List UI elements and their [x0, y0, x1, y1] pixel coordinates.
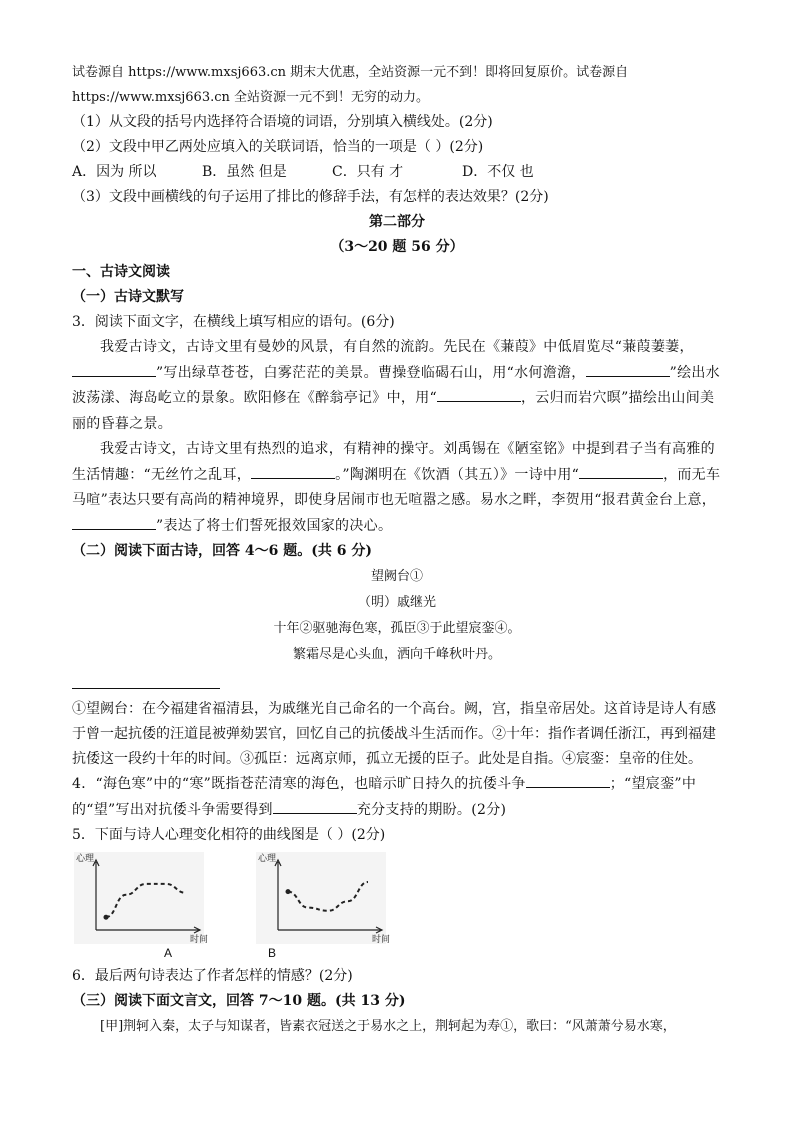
exam-page — [72, 60, 722, 1039]
chart-a-caption: A — [163, 946, 172, 960]
passage-1-text-a: 我爱古诗文，古诗文里有曼妙的风景，有自然的流韵。先民在《蒹葭》中低眉览尽“蒹葭萋萋， — [100, 339, 694, 355]
chart-b-xlabel: 时间 — [372, 934, 391, 944]
fill-blank-3[interactable] — [437, 388, 521, 402]
fill-blank-8[interactable] — [273, 800, 357, 814]
chart-a-xlabel: 时间 — [190, 934, 209, 944]
option-b: B．虽然 但是 — [202, 164, 287, 180]
passage-2-text-d: ”表达了将士们誓死报效国家的决心。 — [156, 517, 393, 534]
footnote-divider — [72, 688, 220, 689]
part2-title: 第二部分 — [369, 214, 425, 230]
poem-title: 望阙台① — [370, 569, 423, 584]
fill-blank-4[interactable] — [251, 465, 335, 479]
question-4-text-c: 充分支持的期盼。(2分) — [356, 801, 507, 818]
passage-paragraph-1 — [72, 335, 722, 437]
curve-charts — [72, 852, 722, 964]
fill-blank-2[interactable] — [586, 363, 670, 377]
curve-chart-b — [256, 852, 391, 944]
question-5: 5．下面与诗人心理变化相符的曲线图是（ ）(2分) — [72, 827, 386, 843]
poem-line-2: 繁霜尽是心头血，洒向千峰秋叶丹。 — [292, 647, 501, 662]
option-d: D．不仅 也 — [462, 164, 534, 180]
option-c: C．只有 才 — [332, 164, 404, 180]
passage-1-text-c: ”绘出水波荡漾、海岛屹立的景象。欧阳修在《醉翁亭记》中，用“ — [72, 364, 720, 406]
question-4-text-a: 4．“海色寒”中的“寒”既指苍茫清寒的海色，也暗示旷日持久的抗倭斗争 — [72, 776, 526, 792]
source-header-line1: 试卷源自 https://www.mxsj663.cn 期末大优惠，全站资源一元不到！即将回复原价。试卷源自 — [72, 65, 629, 80]
section1-title: 一、古诗文阅读 — [72, 264, 170, 280]
fill-blank-5[interactable] — [579, 465, 663, 479]
poem-footnote: ①望阙台：在今福建省福清县，为戚继光自己命名的一个高台。阙，宫，指皇帝居处。这首诗是诗人有感于曾一起抗倭的汪道昆被弹劾罢官，回忆自己的抗倭战斗生活而作。②十年：指作者调任浙江，再到福建抗倭这一段约十年的时间。③孤臣：远离京师，孤立无援的臣子。此处是自指。④宸銮：皇帝的住处。 — [72, 701, 716, 767]
chart-b-start-point — [286, 889, 291, 894]
fill-blank-7[interactable] — [526, 774, 610, 788]
poem-author: （明）戚继光 — [357, 595, 436, 610]
part1-q3: （3）文段中画横线的句子运用了排比的修辞手法，有怎样的表达效果？(2分) — [72, 189, 549, 205]
poem-line-1: 十年②驱驰海色寒，孤臣③于此望宸銮④。 — [273, 621, 521, 636]
passage-1-text-d: ，云归而岩穴暝”描绘出山间美丽的昏暮之景。 — [72, 390, 715, 432]
question-4 — [72, 772, 722, 823]
part1-q1: （1）从文段的括号内选择符合语境的词语，分别填入横线处。(2分) — [72, 114, 493, 130]
fill-blank-1[interactable] — [72, 363, 156, 377]
chart-b-ylabel: 心理 — [258, 853, 277, 863]
section1-sub1: （一）古诗文默写 — [72, 289, 184, 305]
question-4-text-b: ；“望宸銮”中的“望”写出对抗倭斗争需要得到 — [72, 776, 697, 818]
fill-blank-6[interactable] — [72, 516, 156, 530]
section3-title: （三）阅读下面文言文，回答 7～10 题。(共 13 分) — [72, 993, 406, 1009]
passage-2-text-c: ，而无车马喧”表达只要有高尚的精神境界，即使身居闹市也无喧嚣之感。易水之畔，李贺用“报君黄金台上意， — [72, 466, 721, 508]
question-3: 3．阅读下面文字，在横线上填写相应的语句。(6分) — [72, 314, 395, 330]
classical-text-start: [甲]荆轲入秦，太子与知谋者，皆素衣冠送之于易水之上，荆轲起为寿①，歌曰：“风萧萧兮易水寒， — [100, 1019, 676, 1034]
option-a: A．因为 所以 — [72, 164, 157, 180]
passage-2-text-a: 我爱古诗文，古诗文里有热烈的追求，有精神的操守。刘禹锡在《陋室铭》中提到君子当有高雅的生活情趣：“无丝竹之乱耳， — [72, 441, 715, 483]
chart-a-ylabel: 心理 — [76, 853, 95, 863]
chart-a-start-point — [104, 915, 109, 920]
passage-paragraph-2 — [72, 437, 722, 539]
passage-1-text-b: ”写出绿草苍苍，白雾茫茫的美景。曹操登临碣石山，用“水何澹澹， — [156, 364, 586, 381]
question-6: 6．最后两句诗表达了作者怎样的情感？(2分) — [72, 968, 353, 984]
chart-b-caption: B — [267, 946, 276, 960]
part2-subtitle: （3～20 题 56 分） — [330, 239, 464, 255]
part1-q2: （2）文段中甲乙两处应填入的关联词语，恰当的一项是（ ）(2分) — [72, 139, 484, 155]
passage-2-text-b: 。”陶渊明在《饮酒（其五）》一诗中用“ — [335, 466, 580, 483]
source-header-line2: https://www.mxsj663.cn 全站资源一元不到！无穷的动力。 — [72, 90, 430, 105]
section2-title: （二）阅读下面古诗，回答 4～6 题。(共 6 分) — [72, 543, 372, 559]
part1-options — [72, 160, 722, 185]
curve-chart-a — [74, 852, 209, 944]
